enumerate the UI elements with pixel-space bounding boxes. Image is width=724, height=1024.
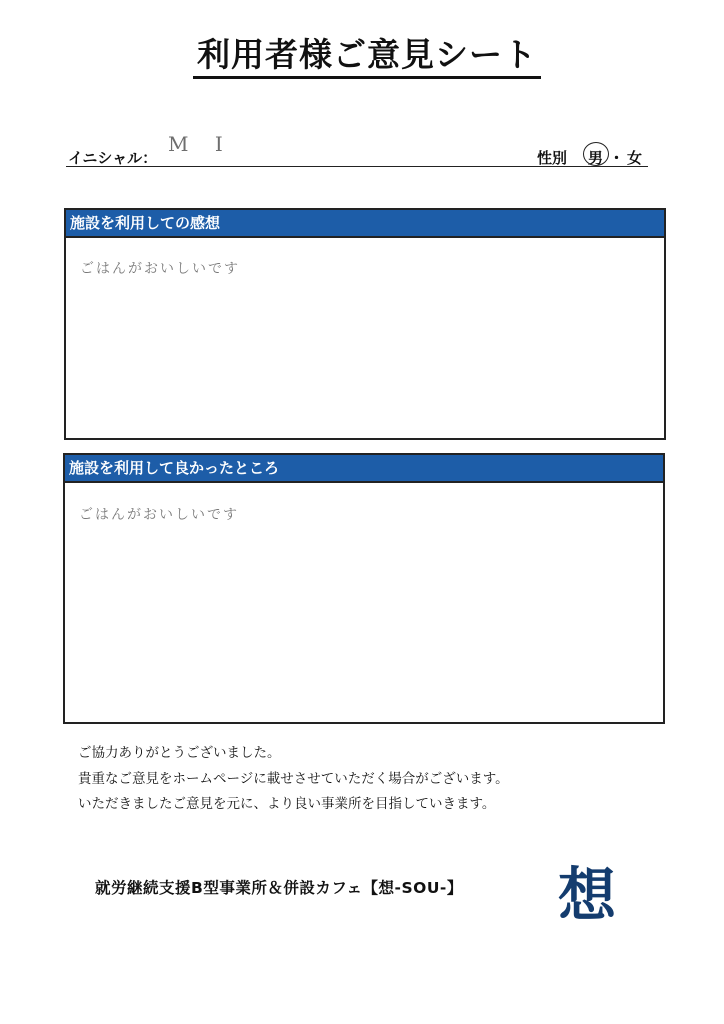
section-heading: 施設を利用しての感想 (66, 210, 664, 238)
impression-section (64, 208, 666, 440)
crescent-moon-icon (547, 843, 651, 943)
page-title: 利用者様ご意見シート (193, 36, 541, 79)
organization-name: 就労継続支援B型事業所＆併設カフェ【想-SOU-】 (95, 879, 463, 897)
initials-value: M I (168, 132, 233, 156)
gender-label: 性別 (537, 149, 568, 167)
section-heading: 施設を利用して良かったところ (65, 455, 663, 483)
initials-label: イニシャル： (68, 149, 158, 167)
thanks-line: 貴重なご意見をホームページに載せさせていただく場合がございます。 (78, 771, 509, 787)
gender-female: 女 (627, 149, 643, 167)
handwritten-answer: ごはんがおいしいです (79, 507, 239, 523)
handwritten-answer: ごはんがおいしいです (80, 261, 240, 277)
gender-separator: ・ (609, 149, 625, 167)
gender-male: 男 (588, 149, 604, 167)
good-points-section (63, 453, 665, 724)
thanks-line: ご協力ありがとうございました。 (78, 745, 281, 761)
sou-logo (547, 843, 651, 943)
svg-text:想: 想 (557, 861, 617, 929)
initials-underline (66, 166, 648, 167)
thanks-line: いただきましたご意見を元に、より良い事業所を目指していきます。 (78, 796, 496, 812)
